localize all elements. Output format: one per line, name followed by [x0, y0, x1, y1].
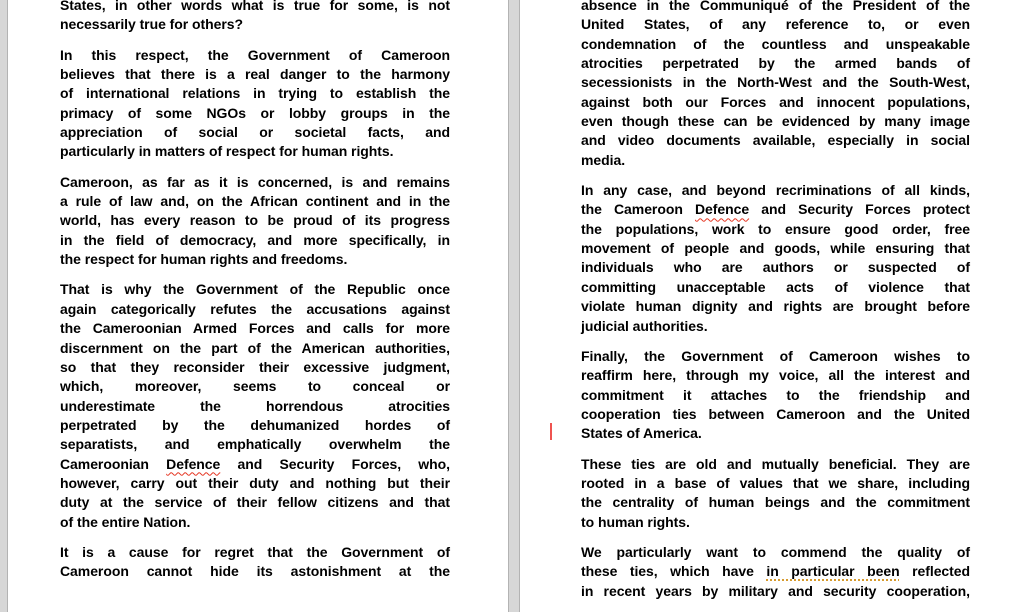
text-line	[581, 93, 970, 112]
text-segment: movement of people and goods, while ensuring that	[581, 240, 970, 257]
text-line	[581, 297, 970, 316]
tracked-change-bar	[550, 423, 552, 440]
paragraph	[581, 543, 970, 601]
text-line	[60, 173, 450, 192]
text-segment: media.	[581, 151, 626, 168]
text-segment: That is why the Government of the Republic once	[60, 281, 450, 298]
text-segment: States of America.	[581, 425, 702, 442]
text-line	[60, 46, 450, 65]
text-segment: the Cameroon	[581, 201, 695, 218]
text-line	[581, 112, 970, 131]
text-segment: violate human dignity and rights are brought before	[581, 298, 970, 315]
paragraph	[581, 181, 970, 336]
text-line	[581, 15, 970, 34]
text-segment: duty at the service of their fellow citizens and that	[60, 494, 450, 511]
text-line	[581, 73, 970, 92]
text-line	[581, 181, 970, 200]
paragraph	[60, 543, 450, 582]
text-line	[60, 104, 450, 123]
text-segment: secessionists in the North-West and the South-West,	[581, 74, 970, 91]
text-line	[581, 200, 970, 219]
text-segment: and video documents available, especially in social	[581, 132, 970, 149]
text-line	[581, 239, 970, 258]
text-line	[60, 84, 450, 103]
text-line	[581, 278, 970, 297]
text-segment: and Security Forces, who,	[220, 455, 450, 472]
spellcheck-underlined-word: Defence	[166, 455, 221, 472]
text-segment: Cameroon, as far as it is concerned, is and remains	[60, 173, 450, 190]
text-segment: the populations, work to ensure good order, free	[581, 220, 970, 237]
text-line	[60, 493, 450, 512]
text-line	[581, 455, 970, 474]
grammar-underlined-phrase: in particular been	[766, 563, 900, 580]
text-line	[60, 513, 450, 532]
text-line	[60, 543, 450, 562]
text-segment: absence in the Communiqué of the President of the	[581, 0, 970, 13]
text-segment: to human rights.	[581, 513, 690, 530]
text-segment: and Security Forces protect	[749, 201, 970, 218]
text-segment: reflected	[899, 563, 971, 580]
text-line	[581, 386, 970, 405]
text-line	[581, 0, 970, 15]
text-line	[60, 562, 450, 581]
text-segment: necessarily true for others?	[60, 16, 243, 33]
text-segment: Cameroonian	[60, 455, 167, 472]
text-segment: world, has every reason to be proud of its progress	[60, 212, 450, 229]
text-line	[581, 35, 970, 54]
text-segment: in the field of democracy, and more specifically, in	[60, 231, 450, 248]
text-segment: These ties are old and mutually beneficial. They are	[581, 455, 970, 472]
text-line	[581, 405, 970, 424]
text-segment: atrocities perpetrated by the armed bands of	[581, 55, 970, 72]
text-line	[581, 54, 970, 73]
text-segment: of the entire Nation.	[60, 513, 191, 530]
text-segment: cooperation ties between Cameroon and the United	[581, 405, 970, 422]
text-segment: even though these can be evidenced by many image	[581, 113, 970, 130]
text-line	[581, 151, 970, 170]
text-line	[60, 339, 450, 358]
text-line	[581, 366, 970, 385]
text-line	[60, 250, 450, 269]
text-segment: in recent years by military and security cooperation,	[581, 582, 970, 599]
text-line	[60, 231, 450, 250]
text-segment: Cameroon cannot hide its astonishment at the	[60, 563, 450, 580]
text-segment: these ties, which have	[581, 563, 767, 580]
paragraph	[60, 173, 450, 270]
text-line	[581, 474, 970, 493]
page-left[interactable]	[7, 0, 509, 612]
text-segment: Finally, the Government of Cameroon wishes to	[581, 347, 970, 364]
text-line	[60, 123, 450, 142]
text-segment: which, moreover, seems to conceal or	[60, 378, 450, 395]
text-line	[581, 424, 970, 443]
paragraph	[581, 0, 970, 170]
text-segment: In any case, and beyond recriminations of all kinds,	[581, 182, 970, 199]
text-segment: of international relations in trying to establish the	[60, 85, 450, 102]
text-segment: against both our Forces and innocent populations,	[581, 93, 970, 110]
text-line	[60, 358, 450, 377]
paragraph	[60, 46, 450, 162]
text-line	[60, 65, 450, 84]
text-line	[60, 15, 450, 34]
page-right[interactable]	[519, 0, 1024, 612]
text-segment: committing unacceptable acts of violence that	[581, 278, 970, 295]
text-segment: however, carry out their duty and nothing but their	[60, 474, 450, 491]
text-segment: the centrality of human beings and the commitment	[581, 494, 970, 511]
text-segment: believes that there is a real danger to the harmony	[60, 66, 450, 83]
text-segment: individuals who are authors or suspected of	[581, 259, 970, 276]
text-segment: primacy of some NGOs or lobby groups in the	[60, 104, 450, 121]
text-line	[60, 211, 450, 230]
paragraph	[581, 347, 970, 444]
text-line	[581, 543, 970, 562]
page-left-text	[60, 0, 450, 593]
text-line	[60, 455, 450, 474]
text-segment: reaffirm here, through my voice, all the interest and	[581, 367, 970, 384]
text-segment: separatists, and emphatically overwhelm the	[60, 436, 450, 453]
text-line	[60, 142, 450, 161]
text-line	[581, 258, 970, 277]
text-line	[60, 192, 450, 211]
text-segment: particularly in matters of respect for human rights.	[60, 143, 394, 160]
text-segment: again categorically refutes the accusations against	[60, 300, 450, 317]
text-segment: the respect for human rights and freedoms.	[60, 251, 348, 268]
text-line	[581, 582, 970, 601]
text-line	[60, 435, 450, 454]
text-segment: condemnation of the countless and unspeakable	[581, 35, 970, 52]
text-segment: United States, of any reference to, or even	[581, 16, 970, 33]
text-line	[581, 220, 970, 239]
text-line	[581, 513, 970, 532]
text-line	[581, 131, 970, 150]
text-segment: In this respect, the Government of Cameroon	[60, 46, 450, 63]
text-line	[60, 280, 450, 299]
text-segment: commitment it attaches to the friendship and	[581, 386, 970, 403]
text-line	[581, 347, 970, 366]
text-segment: a rule of law and, on the African continent and in the	[60, 193, 450, 210]
spellcheck-underlined-word: Defence	[694, 201, 750, 218]
text-segment: We particularly want to commend the quality of	[581, 543, 970, 560]
text-segment: perpetrated by the dehumanized hordes of	[60, 416, 450, 433]
text-line	[581, 562, 970, 581]
text-line	[60, 319, 450, 338]
text-line	[60, 0, 450, 15]
text-line	[60, 300, 450, 319]
text-line	[60, 474, 450, 493]
paragraph	[581, 455, 970, 532]
text-segment: judicial authorities.	[581, 317, 708, 334]
text-line	[60, 397, 450, 416]
text-segment: so that they reconsider their excessive judgment,	[60, 358, 450, 375]
paragraph	[60, 280, 450, 531]
text-line	[581, 493, 970, 512]
text-segment: underestimate the horrendous atrocities	[60, 397, 450, 414]
text-segment: rooted in a base of values that we share, including	[581, 474, 970, 491]
page-right-text	[581, 0, 970, 612]
text-line	[60, 377, 450, 396]
text-segment: It is a cause for regret that the Government of	[60, 543, 450, 560]
paragraph	[60, 0, 450, 35]
text-segment: appreciation of social or societal facts, and	[60, 124, 450, 141]
text-line	[60, 416, 450, 435]
text-segment: States, in other words what is true for some, is not	[60, 0, 450, 13]
text-segment: discernment on the part of the American authorities,	[60, 339, 450, 356]
text-line	[581, 317, 970, 336]
text-segment: the Cameroonian Armed Forces and calls for more	[60, 320, 450, 337]
